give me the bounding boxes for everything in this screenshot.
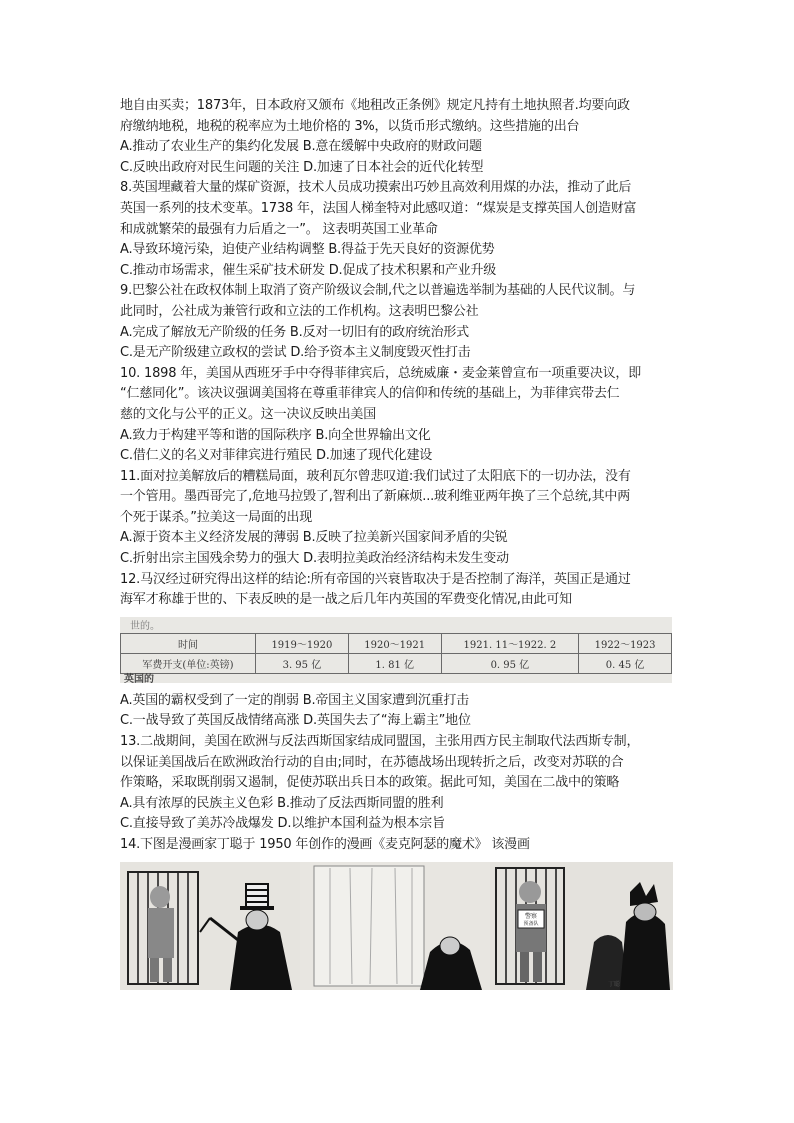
text-line: C.直接导致了美苏冷战爆发 D.以维护本国利益为根本宗旨 <box>120 816 445 832</box>
text-line: 英国一系列的技术变革。1738 年，法国人梯奎特对此感叹道：“煤炭是支撑英国人创造财富 <box>120 200 637 216</box>
text-line: 11.面对拉美解放后的糟糕局面，玻利瓦尔曾悲叹道:我们试过了太阳底下的一切办法，没有 <box>120 468 631 484</box>
text-line: C.折射出宗主国残余势力的强大 D.表明拉美政治经济结构未发生变动 <box>120 551 509 567</box>
text-line: 一个管用。墨西哥完了,危地马拉毁了,智利出了新麻烦...玻利维亚两年换了三个总统,其中两 <box>120 489 630 505</box>
table-value: 0. 95 亿 <box>441 653 579 673</box>
text-line: 以保证美国战后在欧洲政治行动的自由;同时，在苏德战场出现转折之后，改变对苏联的合 <box>120 754 624 770</box>
text-line: 海军才称雄于世的、下表反映的是一战之后几年内英国的军费变化情况,由此可知 <box>120 592 572 608</box>
text-line: A.英国的霸权受到了一定的削弱 B.帝国主义国家遭到沉重打击 <box>120 692 469 708</box>
table-row-label: 军费开支(单位:英镑) <box>121 653 256 673</box>
text-line: A.致力于构建平等和谐的国际秩序 B.向全世界输出文化 <box>120 427 431 443</box>
exam-page <box>120 96 680 990</box>
text-line: “仁慈同化”。该决议强调美国将在尊重菲律宾人的信仰和传统的基础上，为菲律宾带去仁 <box>120 386 620 402</box>
text-line: A.源于资本主义经济发展的薄弱 B.反映了拉美新兴国家间矛盾的尖锐 <box>120 530 508 546</box>
text-line: 13.二战期间，美国在欧洲与反法西斯国家结成同盟国，主张用西方民主制取代法西斯专制， <box>120 734 640 750</box>
text-line: 和成就繁荣的最强有力后盾之一”。 这表明英国工业革命 <box>120 221 438 237</box>
table-photo-top-fragment: 世的。 <box>130 620 160 632</box>
text-line: 12.马汉经过研究得出这样的结论:所有帝国的兴衰皆取决于是否控制了海洋，英国正是通过 <box>120 571 631 587</box>
text-line: C.推动市场需求，催生采矿技术研发 D.促成了技术积累和产业升级 <box>120 262 497 278</box>
cartoon-panel-2 <box>300 862 490 990</box>
svg-text:预备队: 预备队 <box>523 920 539 927</box>
table-header-time: 时间 <box>121 633 256 653</box>
text-line: 9.巴黎公社在政权体制上取消了资产阶级议会制,代之以普遍选举制为基础的人民代议制。与 <box>120 283 636 299</box>
text-line: 地自由买卖；1873年，日本政府又颁布《地租改正条例》规定凡持有土地执照者.均要向政 <box>120 98 630 113</box>
table-period: 1922～1923 <box>579 633 672 653</box>
text-line: 8.英国埋藏着大量的煤矿资源，技术人员成功摸索出巧妙且高效利用煤的办法，推动了此后 <box>120 180 632 196</box>
text-line: 14.下图是漫画家丁聪于 1950 年创作的漫画《麦克阿瑟的魔术》 该漫画 <box>120 837 530 852</box>
cartoon-panel-1 <box>120 862 300 990</box>
text-line: 慈的文化与公平的正义。这一决议反映出美国 <box>120 406 377 422</box>
text-line: C.反映出政府对民生问题的关注 D.加速了日本社会的近代化转型 <box>120 159 484 175</box>
military-spending-table-photo <box>120 617 672 683</box>
text-line: 10. 1898 年，美国从西班牙手中夺得菲律宾后，总统威廉・麦金莱曾宣布一项重要决议，即 <box>120 365 642 381</box>
table-value: 1. 81 亿 <box>348 653 441 673</box>
svg-text:警察: 警察 <box>524 912 538 920</box>
question-text-block-2 <box>120 691 680 856</box>
table-period: 1920～1921 <box>348 633 441 653</box>
text-line: A.推动了农业生产的集约化发展 B.意在缓解中央政府的财政问题 <box>120 139 482 155</box>
text-line: 个死于谋杀。”拉美这一局面的出现 <box>120 509 313 525</box>
table-period: 1921. 11～1922. 2 <box>441 633 579 653</box>
cartoon-panel-3 <box>490 862 673 990</box>
military-spending-table <box>120 633 672 674</box>
macarthur-magic-cartoon <box>120 862 673 990</box>
text-line: A.导致环境污染，迫使产业结构调整 B.得益于先天良好的资源优势 <box>120 242 495 258</box>
table-value: 3. 95 亿 <box>256 653 349 673</box>
text-line: C.借仁义的名义对菲律宾进行殖民 D.加速了现代化建设 <box>120 448 433 464</box>
text-line: 作策略，采取既削弱又遏制，促使苏联出兵日本的政策。据此可知，美国在二战中的策略 <box>120 775 620 791</box>
text-line: 府缴纳地税，地税的税率应为土地价格的 3%，以货币形式缴纳。这些措施的出台 <box>120 118 580 134</box>
question-text-block <box>120 96 680 611</box>
text-line: A.具有浓厚的民族主义色彩 B.推动了反法西斯同盟的胜利 <box>120 795 444 811</box>
text-line: A.完成了解放无产阶级的任务 B.反对一切旧有的政府统治形式 <box>120 324 469 340</box>
text-line: C.一战导致了英国反战情绪高涨 D.英国失去了“海上霸主”地位 <box>120 713 471 729</box>
svg-text:丁聪: 丁聪 <box>608 980 621 988</box>
table-value: 0. 45 亿 <box>579 653 672 673</box>
table-period: 1919～1920 <box>256 633 349 653</box>
table-photo-bottom-fragment: 英国的 <box>124 673 154 683</box>
text-line: C.是无产阶级建立政权的尝试 D.给予资本主义制度毁灭性打击 <box>120 345 471 361</box>
text-line: 此同时，公社成为兼管行政和立法的工作机构。这表明巴黎公社 <box>120 303 479 319</box>
